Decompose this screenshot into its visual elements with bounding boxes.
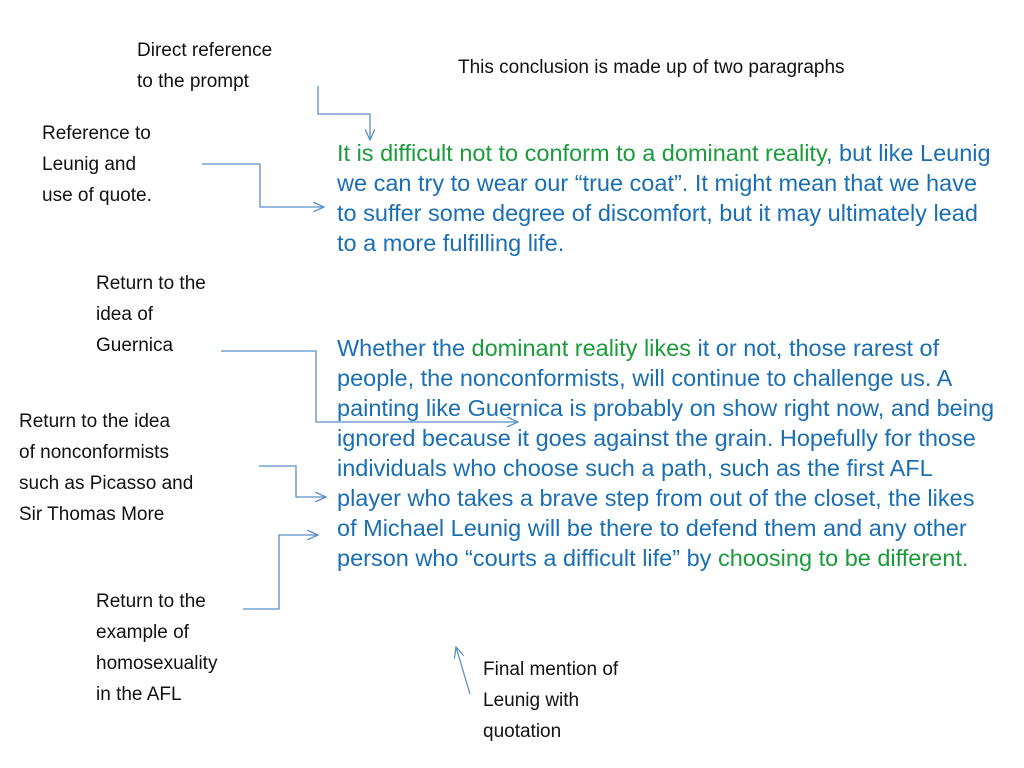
highlight-dominant-reality-likes: dominant reality likes bbox=[471, 335, 691, 361]
annotation-line: Return to the bbox=[96, 273, 206, 294]
annotation-line: quotation bbox=[483, 721, 562, 742]
annotation-line: Leunig with bbox=[483, 690, 580, 711]
annotation-line: example of bbox=[96, 622, 189, 643]
highlight-choosing-different: choosing to be different. bbox=[717, 545, 969, 571]
top-note: This conclusion is made up of two paragraphs bbox=[458, 57, 845, 78]
arrow-prompt bbox=[318, 86, 370, 140]
highlight-dominant-reality: It is difficult not to conform to a dominant reality bbox=[337, 140, 826, 166]
paragraph-text: Whether the bbox=[337, 335, 472, 361]
annotation-line: homosexuality bbox=[96, 653, 218, 674]
paragraph-text: , but like Leunig we can try to wear our “true coat”. It might mean that we have to suffer some degree of discomfort, but it may ultimately lead to a more fulfilling life. bbox=[337, 140, 991, 256]
annotation-line: idea of bbox=[96, 304, 154, 325]
annotation-line: Sir Thomas More bbox=[19, 504, 165, 525]
arrow-final bbox=[456, 647, 470, 694]
arrow-quote bbox=[202, 164, 324, 207]
annotation-line: Final mention of bbox=[483, 659, 619, 680]
paragraph-text: it or not, those rarest of people, the nonconformists, will continue to challenge us. A painting like Guernica is probably on show right now, and being ignored because it goes against the grain. Hopefully for those individuals who choose such a path, such as the first AFL player who takes a brave step from out of the closet, the likes of Michael Leunig will be there to defend them and any other person who “courts a difficult life” by bbox=[337, 335, 995, 571]
annotation-line: Reference to bbox=[42, 123, 151, 144]
arrow-afl bbox=[243, 535, 318, 609]
annotation-line: Guernica bbox=[96, 335, 174, 356]
arrow-guernica bbox=[221, 351, 518, 422]
annotation-line: Direct reference bbox=[137, 40, 273, 61]
annotation-line: to the prompt bbox=[137, 71, 249, 92]
annotation-line: Return to the bbox=[96, 591, 206, 612]
annotation-line: of nonconformists bbox=[19, 442, 169, 463]
annotation-line: such as Picasso and bbox=[19, 473, 194, 494]
annotation-line: Return to the idea bbox=[19, 411, 171, 432]
arrow-nonconformists bbox=[259, 466, 326, 497]
annotation-line: in the AFL bbox=[96, 684, 182, 705]
annotation-line: use of quote. bbox=[42, 185, 152, 206]
annotation-line: Leunig and bbox=[42, 154, 137, 175]
